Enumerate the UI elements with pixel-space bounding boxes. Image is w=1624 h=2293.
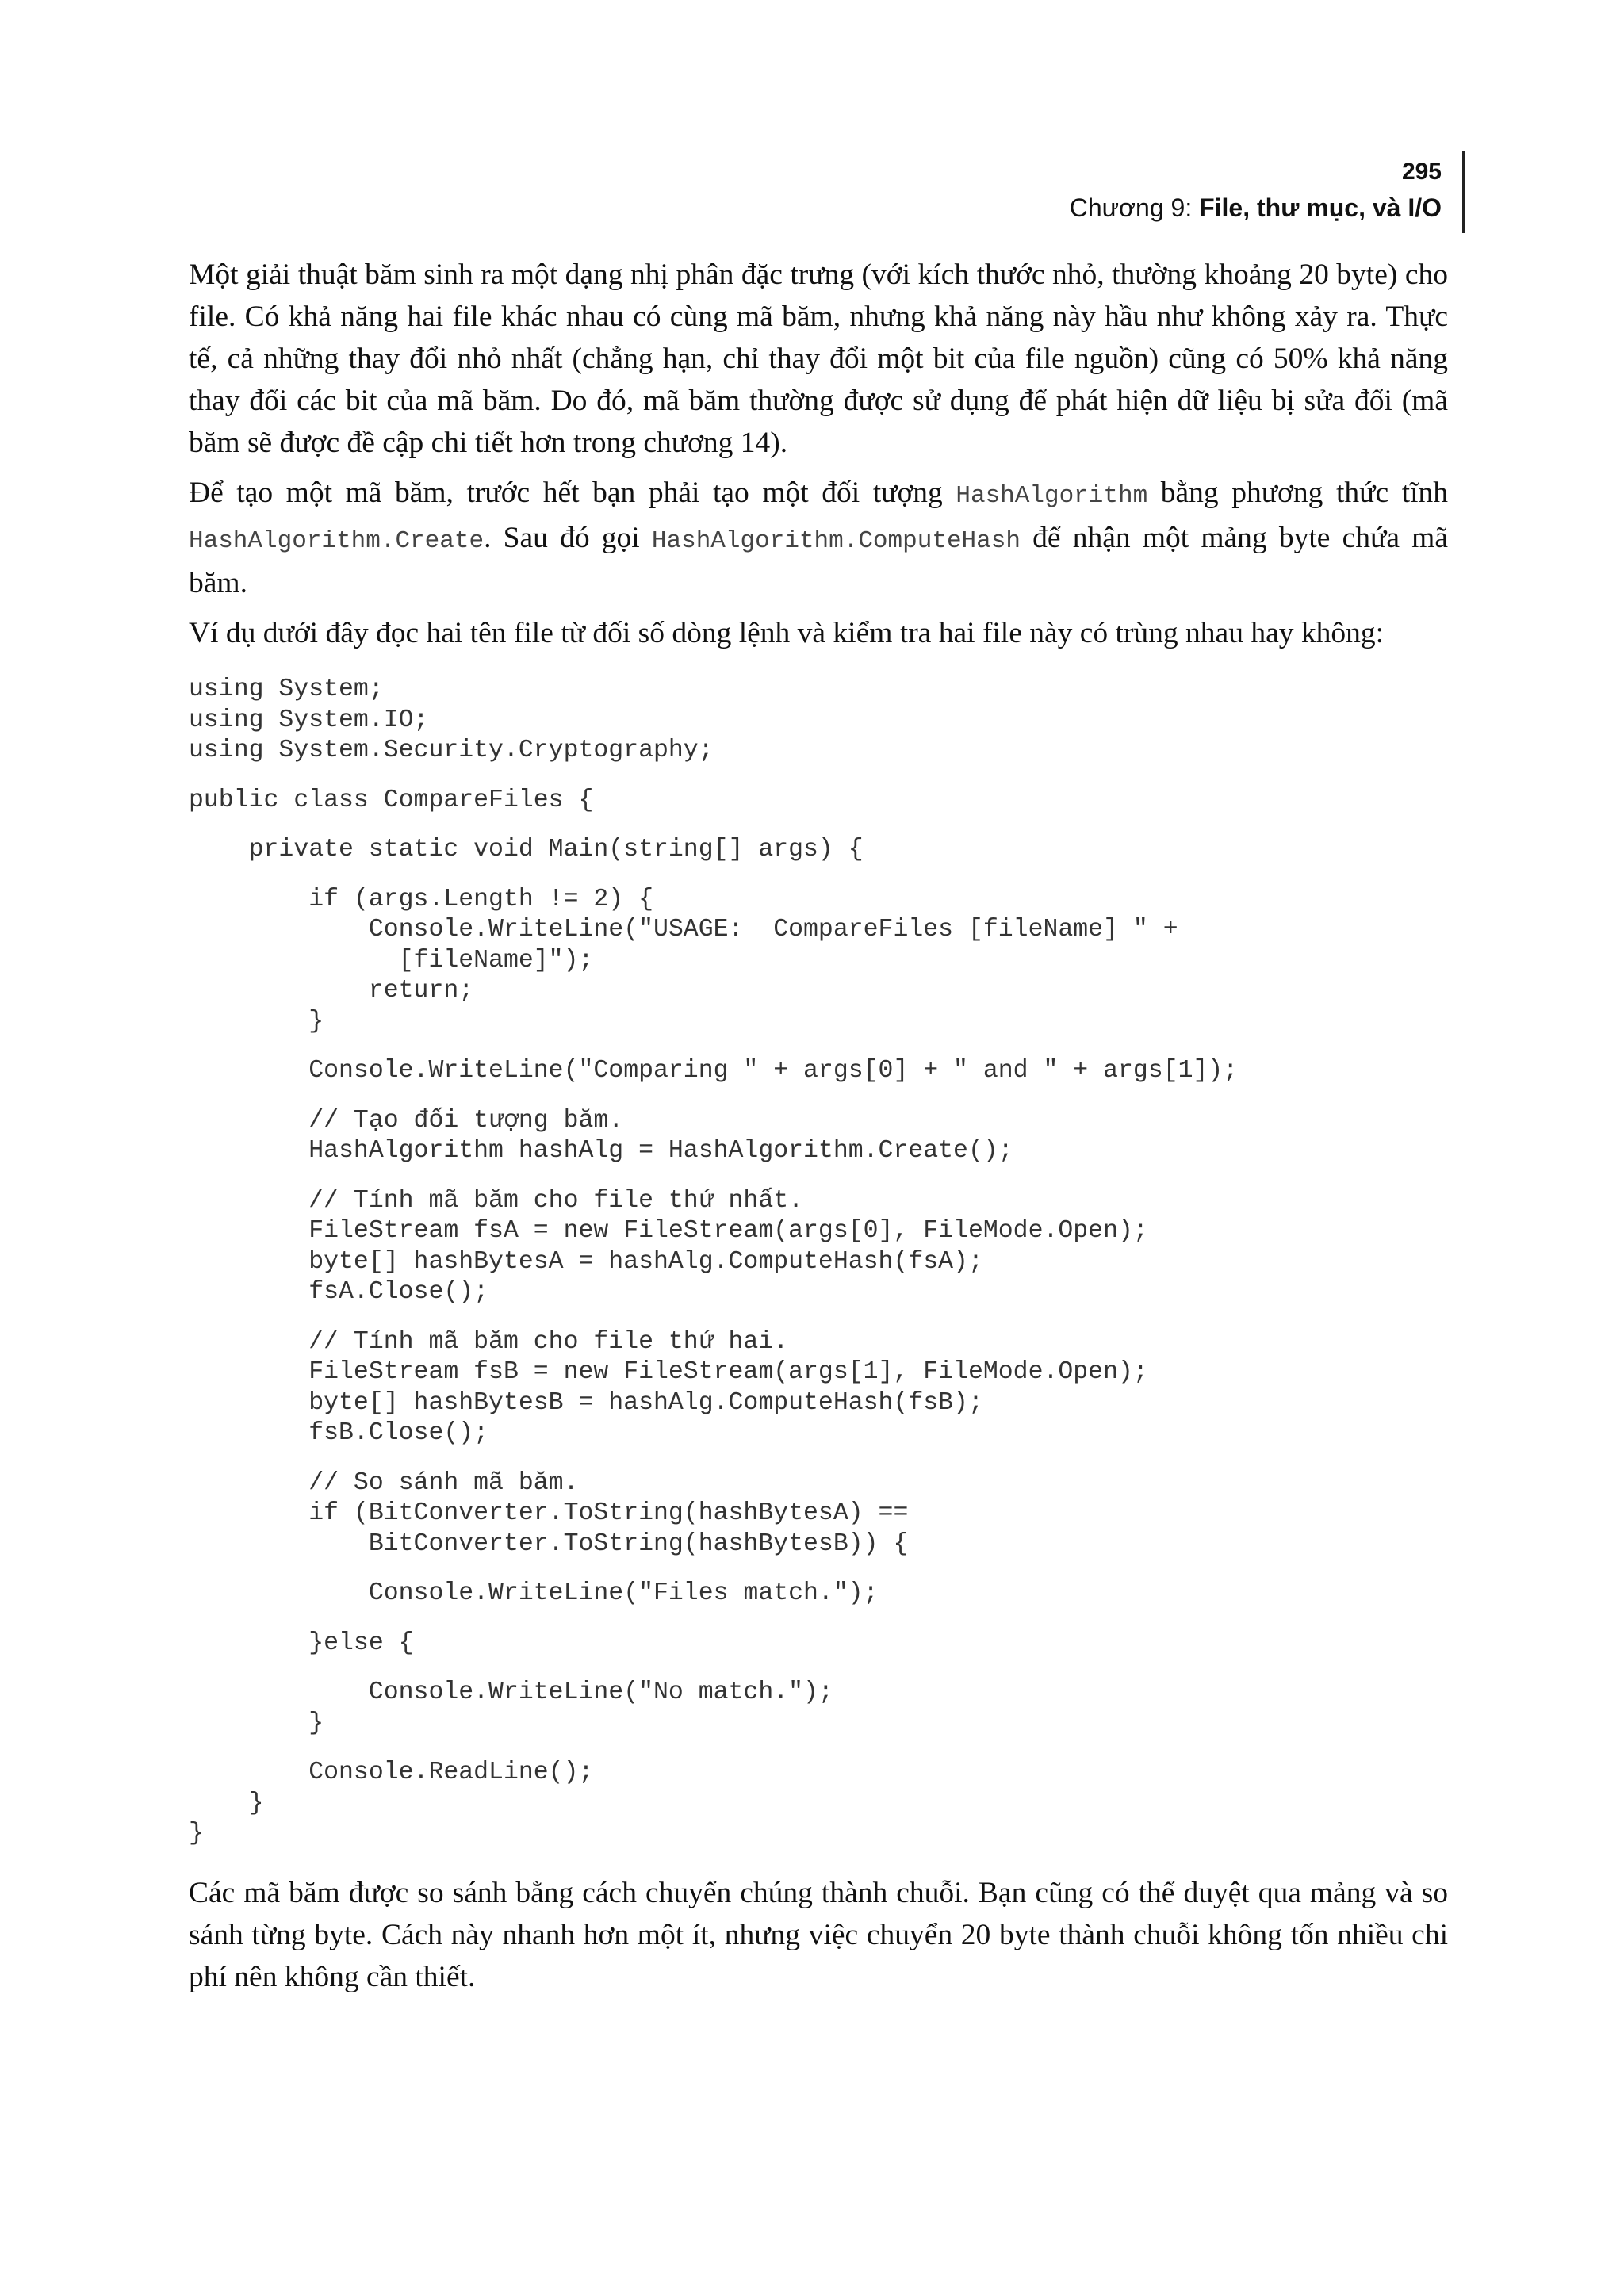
page-header — [1070, 155, 1442, 227]
text-run: Để tạo một mã băm, trước hết bạn phải tạo một đối tượng — [189, 477, 956, 509]
code-line: if (BitConverter.ToString(hashBytesA) == — [189, 1499, 909, 1527]
text-run: bằng phương thức tĩnh — [1147, 477, 1448, 509]
code-line: [fileName]"); — [189, 946, 594, 974]
page-number: 295 — [1401, 159, 1442, 185]
code-line: // So sánh mã băm. — [189, 1468, 579, 1497]
code-line: Console.WriteLine("USAGE: CompareFiles [fileName] " + — [189, 916, 1178, 944]
code-line: Console.WriteLine("Comparing " + args[0] + " and " + args[1]); — [189, 1057, 1239, 1085]
code-line: BitConverter.ToString(hashBytesB)) { — [189, 1529, 909, 1558]
paragraph-create-hash — [189, 472, 1448, 604]
paragraph-conclusion: Các mã băm được so sánh bằng cách chuyển chúng thành chuỗi. Bạn cũng có thể duyệt qua mảng và so sánh từng byte. Cách này nhanh hơn một ít, nhưng việc chuyển 20 byte thành chuỗi không tốn nhiều chi phí nên không cần thiết. — [189, 1876, 1448, 1993]
code-block — [189, 675, 1448, 1850]
code-line: Console.WriteLine("Files match."); — [189, 1579, 879, 1607]
code-line: return; — [189, 977, 474, 1005]
text-run: để nhận một mảng byte chứa mã băm. — [189, 522, 1448, 599]
chapter-prefix: Chương 9: — [1069, 193, 1200, 222]
code-line: FileStream fsB = new FileStream(args[1], FileMode.Open); — [189, 1358, 1148, 1386]
text-run: . Sau đó gọi — [484, 522, 652, 554]
code-line: } — [189, 1789, 264, 1817]
code-line: HashAlgorithm hashAlg = HashAlgorithm.Create(); — [189, 1137, 1013, 1165]
code-line: } — [189, 1820, 204, 1847]
code-line: // Tạo đối tượng băm. — [189, 1106, 624, 1135]
code-line: using System.Security.Cryptography; — [189, 737, 714, 764]
code-line: Console.ReadLine(); — [189, 1759, 594, 1786]
chapter-name: File, thư mục, và I/O — [1199, 193, 1442, 222]
inline-code: HashAlgorithm — [956, 482, 1148, 510]
code-line: } — [189, 1709, 324, 1737]
paragraph-hash-intro: Một giải thuật băm sinh ra một dạng nhị phân đặc trưng (với kích thước nhỏ, thường khoảng 20 byte) cho file. Có khả năng hai file khác nhau có cùng mã băm, nhưng khả năng này hầu như không xảy ra. Thực tế, cả những thay đổi nhỏ nhất (chẳng hạn, chỉ thay đổi một bit của file nguồn) cũng có 50% khả năng thay đổi các bit của mã băm. Do đó, mã băm thường được sử dụng để phát hiện dữ liệu bị sửa đổi (mã băm sẽ được đề cập chi tiết hơn trong chương 14). — [189, 258, 1448, 459]
paragraph-example-intro: Ví dụ dưới đây đọc hai tên file từ đối số dòng lệnh và kiểm tra hai file này có trùng nhau hay không: — [189, 617, 1385, 649]
code-line: if (args.Length != 2) { — [189, 885, 653, 913]
code-line: fsB.Close(); — [189, 1419, 489, 1447]
code-line: // Tính mã băm cho file thứ hai. — [189, 1327, 789, 1356]
code-line: byte[] hashBytesA = hashAlg.ComputeHash(fsA); — [189, 1247, 983, 1276]
code-line: byte[] hashBytesB = hashAlg.ComputeHash(fsB); — [189, 1388, 983, 1417]
code-line: using System.IO; — [189, 706, 429, 734]
inline-code: HashAlgorithm.Create — [189, 527, 485, 555]
code-line: Console.WriteLine("No match."); — [189, 1679, 833, 1706]
code-line: // Tính mã băm cho file thứ nhất. — [189, 1186, 804, 1215]
code-line: } — [189, 1007, 324, 1035]
header-divider — [1462, 151, 1465, 233]
code-line: FileStream fsA = new FileStream(args[0], FileMode.Open); — [189, 1217, 1148, 1245]
chapter-title — [1070, 189, 1442, 227]
code-line: private static void Main(string[] args) { — [189, 836, 864, 863]
code-line: }else { — [189, 1629, 414, 1657]
inline-code: HashAlgorithm.ComputeHash — [651, 527, 1021, 555]
code-line: public class CompareFiles { — [189, 786, 594, 814]
code-line: fsA.Close(); — [189, 1278, 489, 1306]
code-line: using System; — [189, 676, 384, 703]
page-body — [189, 254, 1448, 1998]
